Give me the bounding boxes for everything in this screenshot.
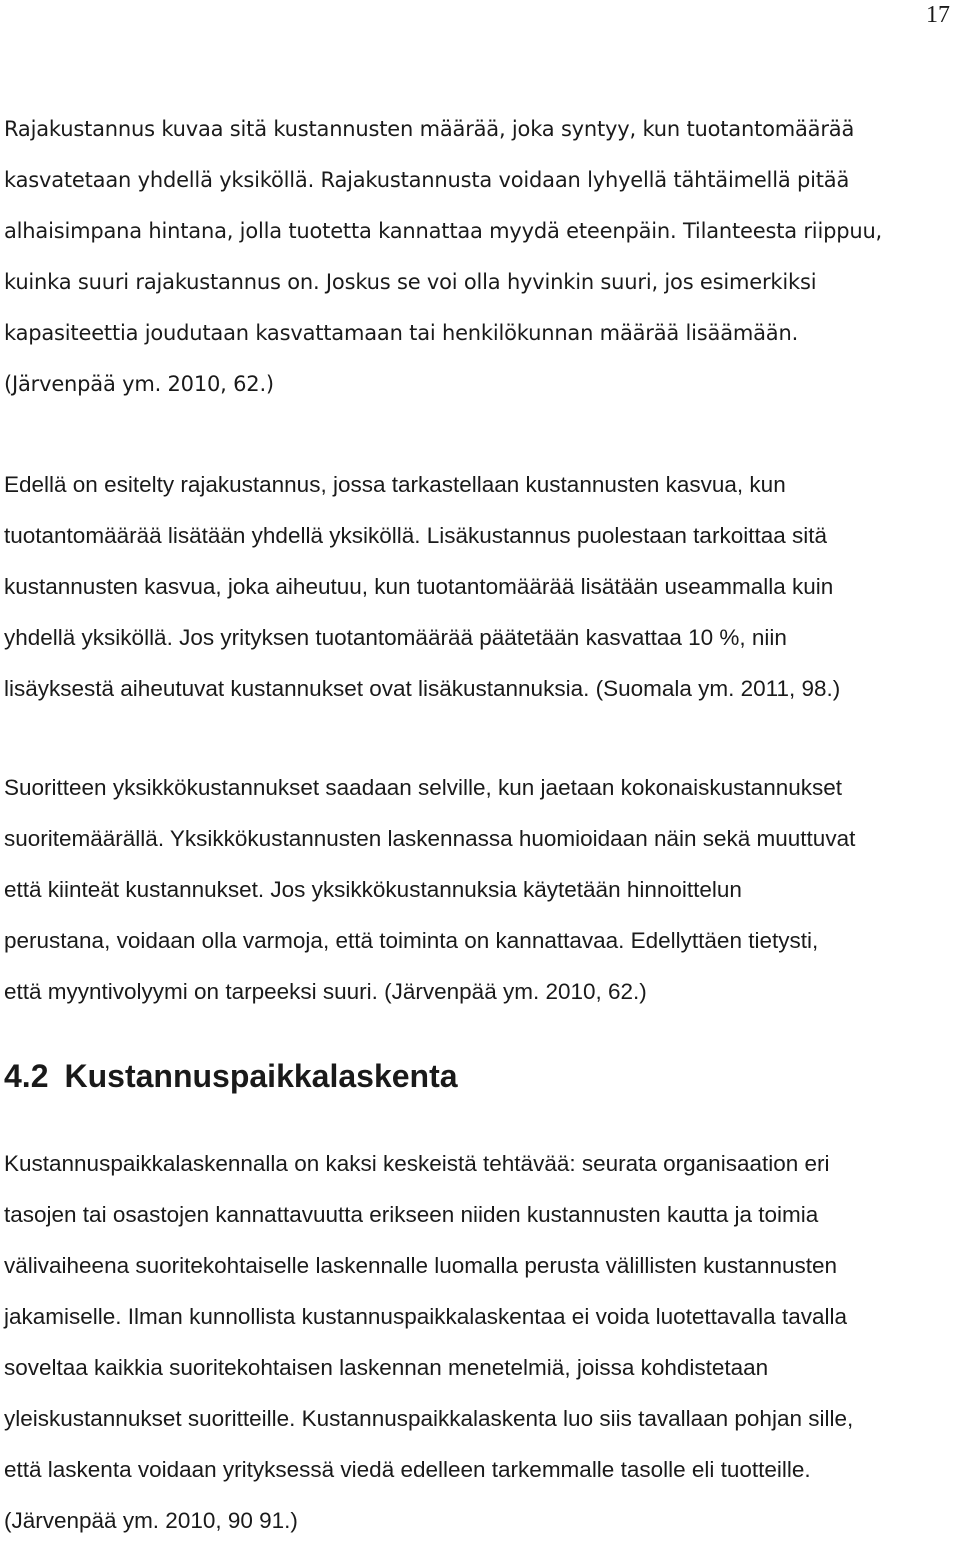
text-line: soveltaa kaikkia suoritekohtaisen laskennan menetelmiä, joissa kohdistetaan (4, 1355, 769, 1380)
paragraph-unit-cost (4, 762, 960, 1017)
text-line: (Järvenpää ym. 2010, 90 91.) (4, 1508, 298, 1533)
text-line: yhdellä yksiköllä. Jos yrityksen tuotantomäärää päätetään kasvattaa 10 %, niin (4, 625, 787, 650)
text-line: välivaiheena suoritekohtaiselle laskennalle luomalla perusta välillisten kustannusten (4, 1253, 837, 1278)
page-number: 17 (926, 2, 950, 28)
text-line: tuotantomäärää lisätään yhdellä yksiköllä. Lisäkustannus puolestaan tarkoittaa sitä (4, 523, 827, 548)
text-line: kapasiteettia joudutaan kasvattamaan tai henkilökunnan määrää lisäämään. (4, 321, 799, 345)
paragraph-marginal-cost (4, 104, 960, 410)
text-line: että myyntivolyymi on tarpeeksi suuri. (Järvenpää ym. 2010, 62.) (4, 979, 647, 1004)
text-line: kasvatetaan yhdellä yksiköllä. Rajakustannusta voidaan lyhyellä tähtäimellä pitää (4, 168, 850, 192)
paragraph-cost-center (4, 1138, 960, 1546)
text-line: Edellä on esitelty rajakustannus, jossa tarkastellaan kustannusten kasvua, kun (4, 472, 786, 497)
text-line: Rajakustannus kuvaa sitä kustannusten määrää, joka syntyy, kun tuotantomäärää (4, 117, 855, 141)
text-line: Suoritteen yksikkökustannukset saadaan selville, kun jaetaan kokonaiskustannukset (4, 775, 843, 800)
section-heading (4, 1052, 458, 1100)
text-line: (Järvenpää ym. 2010, 62.) (4, 372, 274, 396)
text-line: yleiskustannukset suoritteille. Kustannuspaikkalaskenta luo siis tavallaan pohjan sille, (4, 1406, 854, 1431)
text-line: perustana, voidaan olla varmoja, että toiminta on kannattavaa. Edellyttäen tietysti, (4, 928, 819, 953)
section-number: 4.2 (4, 1058, 49, 1094)
text-line: kustannusten kasvua, joka aiheutuu, kun tuotantomäärää lisätään useammalla kuin (4, 574, 834, 599)
section-title: Kustannuspaikkalaskenta (64, 1058, 458, 1094)
text-line: että kiinteät kustannukset. Jos yksikkökustannuksia käytetään hinnoittelun (4, 877, 742, 902)
text-line: tasojen tai osastojen kannattavuutta erikseen niiden kustannusten kautta ja toimia (4, 1202, 819, 1227)
text-line: jakamiselle. Ilman kunnollista kustannuspaikkalaskentaa ei voida luotettavalla tavalla (4, 1304, 847, 1329)
text-line: lisäyksestä aiheutuvat kustannukset ovat lisäkustannuksia. (Suomala ym. 2011, 98.) (4, 676, 841, 701)
text-line: alhaisimpana hintana, jolla tuotetta kannattaa myydä eteenpäin. Tilanteesta riippuu, (4, 219, 883, 243)
text-line: että laskenta voidaan yrityksessä viedä edelleen tarkemmalle tasolle eli tuotteille. (4, 1457, 811, 1482)
text-line: kuinka suuri rajakustannus on. Joskus se voi olla hyvinkin suuri, jos esimerkiksi (4, 270, 817, 294)
text-line: Kustannuspaikkalaskennalla on kaksi keskeistä tehtävää: seurata organisaation eri (4, 1151, 830, 1176)
paragraph-additional-cost (4, 459, 960, 714)
text-line: suoritemäärällä. Yksikkökustannusten laskennassa huomioidaan näin sekä muuttuvat (4, 826, 856, 851)
